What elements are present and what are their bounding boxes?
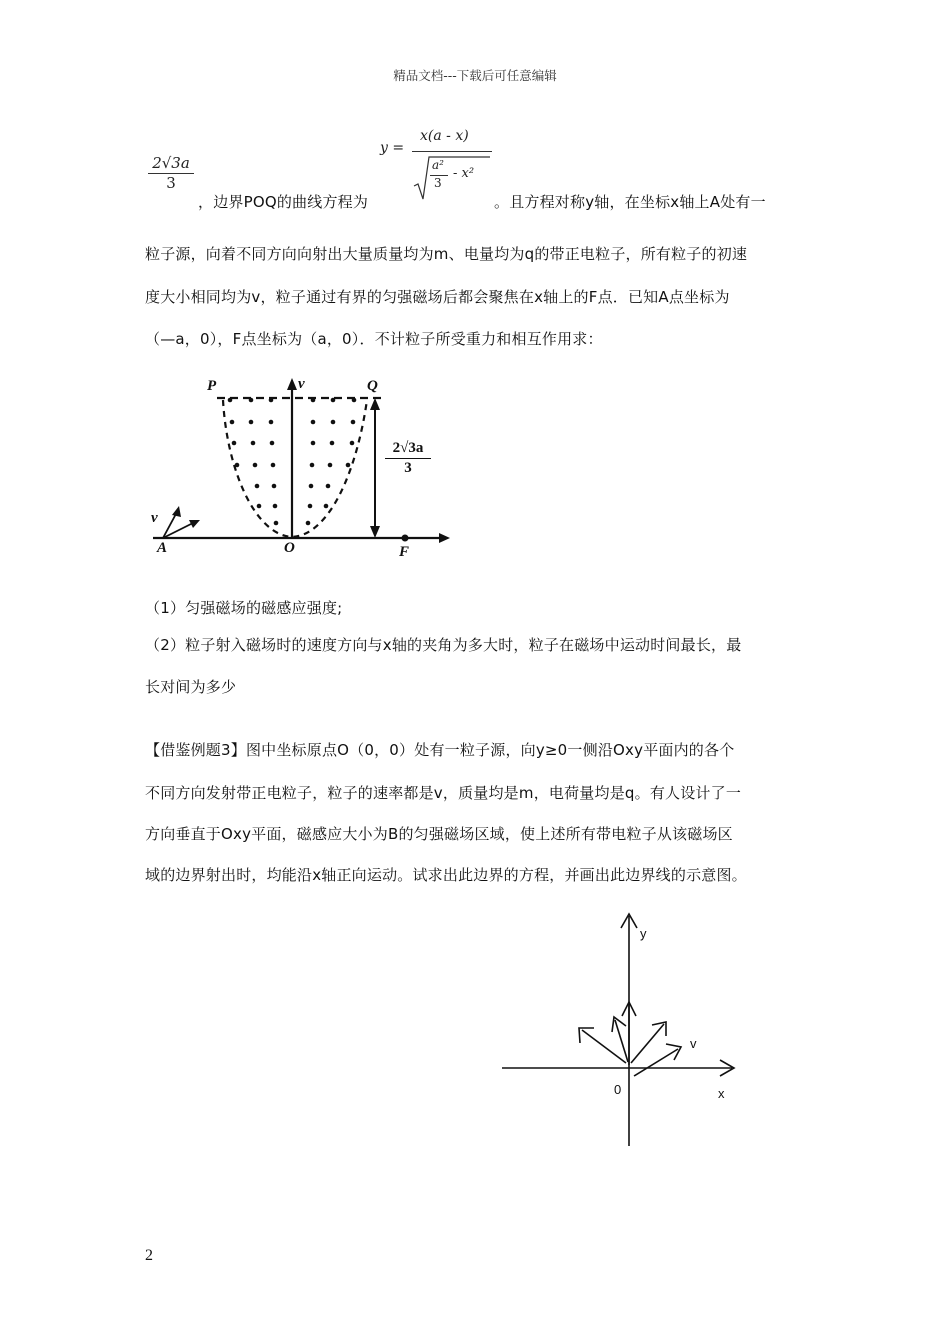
label-v-top: v bbox=[298, 376, 305, 392]
problem-line-4: （—a，0），F点坐标为（a，0）．不计粒子所受重力和相互作用求： bbox=[145, 330, 603, 348]
example3-line-4: 域的边界射出时，均能沿x轴正向运动。试求出此边界的方程，并画出此边界线的示意图。 bbox=[145, 866, 747, 884]
label-v-left: v bbox=[151, 510, 158, 526]
axis-label-y: y bbox=[640, 926, 647, 941]
velocity-arrowhead-upleft bbox=[579, 1028, 594, 1043]
figure-height-bar bbox=[385, 458, 431, 459]
curve-equation-numerator: x(a - x) bbox=[420, 128, 469, 144]
figure-axes-svg bbox=[500, 910, 750, 1150]
label-f: F bbox=[399, 544, 410, 560]
label-o: O bbox=[284, 540, 295, 556]
curve-equation-lhs: y = bbox=[380, 140, 405, 156]
label-a: A bbox=[157, 540, 168, 556]
x-axis-arrowhead bbox=[439, 533, 450, 543]
page-header: 精品文档---下载后可任意编辑 bbox=[393, 68, 557, 83]
velocity-arrowhead-upleft-steep bbox=[612, 1017, 626, 1032]
example3-line-2: 不同方向发射带正电粒子，粒子的速率都是v，质量均是m，电荷量均是q。有人设计了一 bbox=[145, 784, 742, 802]
figure-height-fraction bbox=[383, 440, 433, 477]
question-2-line-2: 长对间为多少 bbox=[145, 678, 237, 696]
height-fraction bbox=[146, 154, 196, 192]
point-f bbox=[402, 535, 409, 542]
sqrt-sign-icon bbox=[412, 154, 492, 202]
problem-line-2: 粒子源，向着不同方向向射出大量质量均为m、电量均为q的带正电粒子，所有粒子的初速 bbox=[145, 245, 748, 263]
figure-axes-velocities bbox=[500, 910, 750, 1150]
question-1: （1）匀强磁场的磁感应强度; bbox=[145, 599, 343, 617]
example3-line-1: 【借鉴例题3】图中坐标原点O（0，0）处有一粒子源，向y≥0一侧沿Oxy平面内的各个 bbox=[145, 741, 735, 759]
height-fraction-numerator: 2√3a bbox=[152, 154, 190, 172]
velocity-arrowhead-2 bbox=[172, 506, 181, 517]
velocity-arrow-right bbox=[634, 1049, 678, 1076]
height-arrow-top bbox=[370, 398, 380, 410]
example3-line-3: 方向垂直于Oxy平面，磁感应大小为B的匀强磁场区域，使上述所有带电粒子从该磁场区 bbox=[145, 825, 733, 843]
label-p: P bbox=[207, 378, 217, 394]
label-v: v bbox=[690, 1036, 697, 1051]
curve-equation bbox=[380, 126, 495, 206]
axis-label-x: x bbox=[718, 1086, 725, 1101]
problem-line-1-end: 。且方程对称y轴，在坐标x轴上A处有一 bbox=[494, 193, 766, 211]
y-axis-arrowhead bbox=[287, 378, 297, 390]
height-arrow-bottom bbox=[370, 526, 380, 538]
parabola-boundary bbox=[223, 400, 367, 537]
question-2-line-1: （2）粒子射入磁场时的速度方向与x轴的夹角为多大时，粒子在磁场中运动时间最长，最 bbox=[145, 636, 742, 654]
curve-fraction-bar bbox=[412, 151, 492, 152]
origin-label: 0 bbox=[614, 1082, 622, 1097]
curve-den-rest: - x² bbox=[453, 166, 475, 181]
page-number: 2 bbox=[145, 1247, 153, 1264]
curve-inner-fraction-denominator: 3 bbox=[434, 176, 442, 190]
problem-line-1-mid: ，边界POQ的曲线方程为 bbox=[198, 193, 369, 211]
label-q: Q bbox=[367, 378, 378, 394]
velocity-arrow-upright bbox=[631, 1024, 664, 1063]
height-fraction-denominator: 3 bbox=[166, 174, 176, 192]
figure-height-denominator: 3 bbox=[404, 460, 412, 476]
figure-height-numerator: 2√3a bbox=[392, 440, 424, 456]
curve-inner-fraction-numerator: a² bbox=[432, 158, 444, 172]
problem-line-3: 度大小相同均为v，粒子通过有界的匀强磁场后都会聚焦在x轴上的F点．已知A点坐标为 bbox=[145, 288, 730, 306]
figure-parabola-field bbox=[145, 370, 465, 570]
